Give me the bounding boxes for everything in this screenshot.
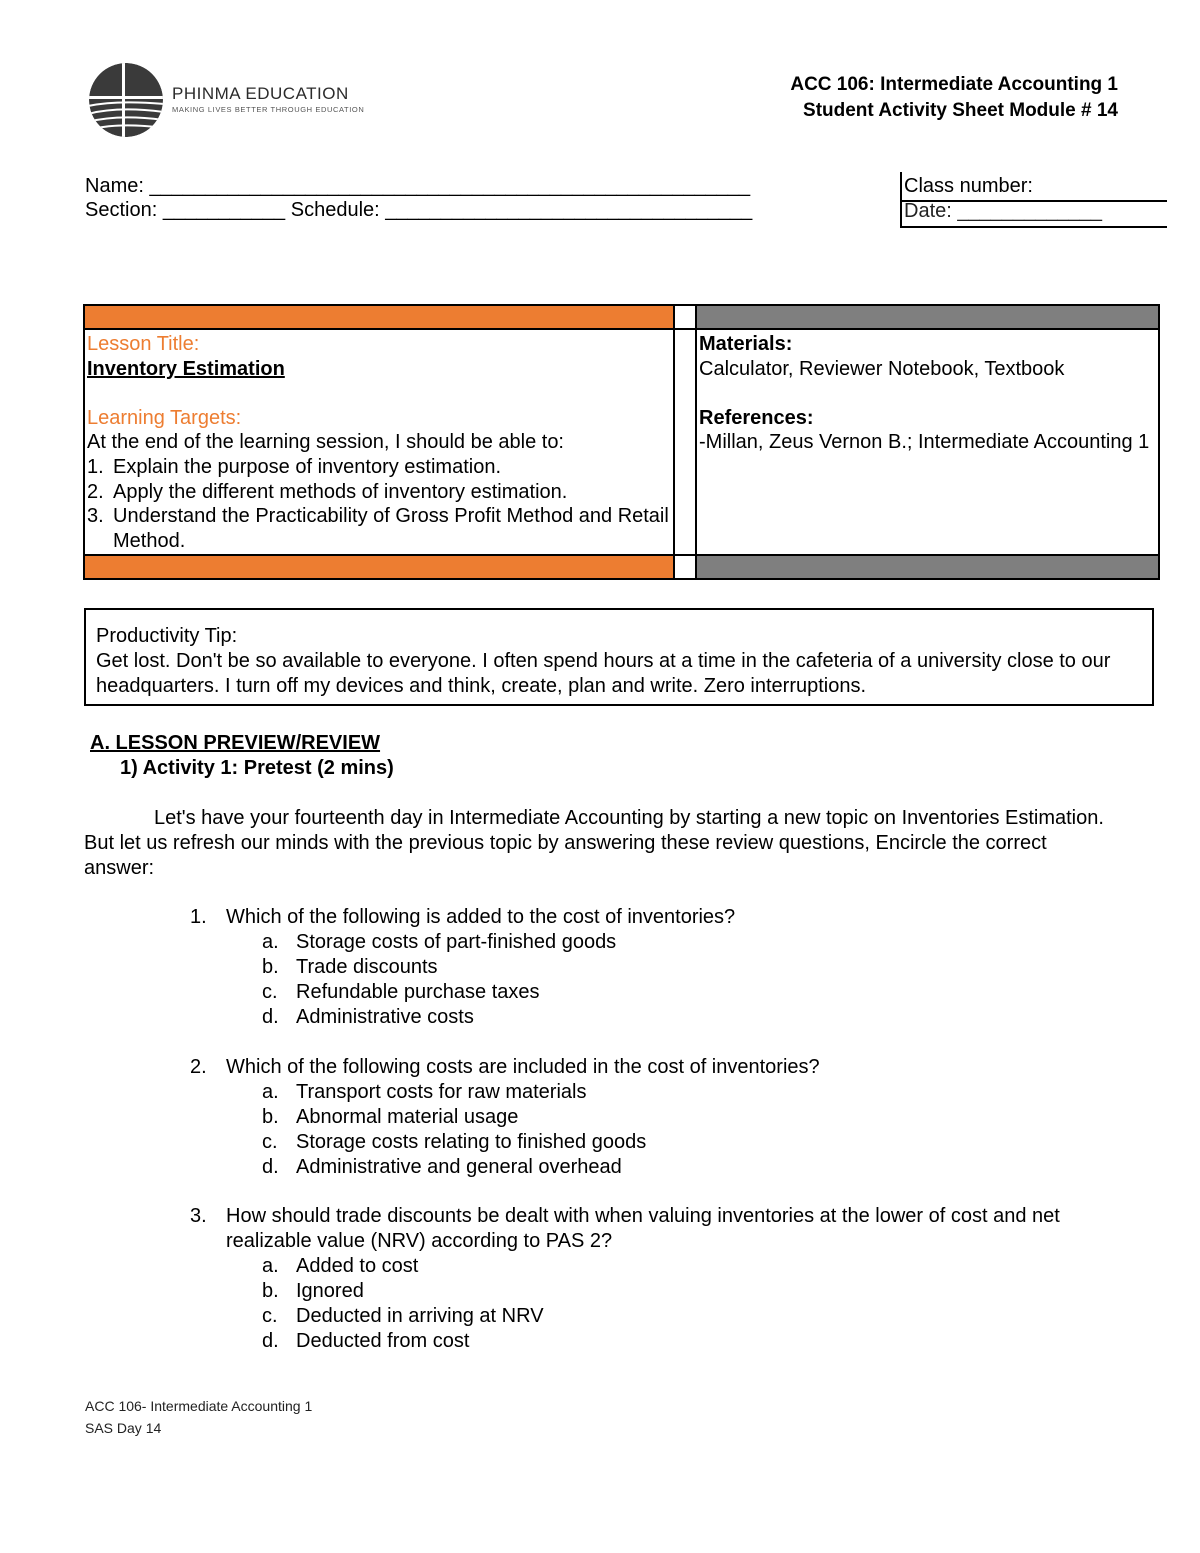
orange-header-bar [84, 305, 674, 329]
answer-option[interactable]: a. Transport costs for raw materials [262, 1081, 587, 1103]
grey-header-bar [696, 305, 1159, 329]
lesson-title: Inventory Estimation [87, 357, 285, 380]
spacer-cell [674, 555, 696, 579]
question-number: 1. [190, 906, 207, 928]
references-label: References: [699, 406, 814, 429]
productivity-tip-box [84, 608, 1154, 706]
target-item: 3. Understand the Practicability of Gross Profit Method and Retail Method. [87, 505, 669, 552]
materials-text: Calculator, Reviewer Notebook, Textbook [699, 357, 1065, 380]
class-date-box [900, 172, 1167, 228]
course-title: ACC 106: Intermediate Accounting 1 [790, 74, 1118, 95]
spacer-cell [674, 305, 696, 329]
answer-option[interactable]: c. Storage costs relating to finished goods [262, 1131, 647, 1153]
logo-brand-text: PHINMA EDUCATION [172, 84, 349, 103]
target-item: 1. Explain the purpose of inventory estimation. [87, 455, 501, 478]
activity-intro: Let's have your fourteenth day in Intermediate Accounting by starting a new topic on Inventories Estimation. But let us refresh our minds with the previous topic by answering these review questions, Encircle the correct answer: [84, 807, 1104, 879]
answer-option[interactable]: c. Refundable purchase taxes [262, 981, 540, 1003]
learning-targets-intro: At the end of the learning session, I should be able to: [87, 431, 564, 454]
learning-targets-label: Learning Targets: [87, 406, 242, 429]
section-a-title: A. LESSON PREVIEW/REVIEW [90, 732, 381, 754]
name-field[interactable]: Name: ______________________________________________________ [85, 175, 751, 197]
question-text: How should trade discounts be dealt with when valuing inventories at the lower of cost and net realizable value (NRV) according to PAS 2? [226, 1205, 1060, 1252]
spacer-cell [674, 329, 696, 555]
logo-tagline: MAKING LIVES BETTER THROUGH EDUCATION [172, 105, 365, 114]
materials-cell [696, 329, 1159, 555]
footer-course: ACC 106- Intermediate Accounting 1 [85, 1398, 313, 1414]
footer-sas-day: SAS Day 14 [85, 1420, 162, 1436]
section-schedule-field[interactable]: Section: ___________ Schedule: _________________________________ [85, 199, 753, 221]
answer-option[interactable]: b. Trade discounts [262, 956, 438, 978]
answer-option[interactable]: a. Added to cost [262, 1255, 419, 1277]
grey-footer-bar [696, 555, 1159, 579]
target-item: 2. Apply the different methods of inventory estimation. [87, 480, 568, 503]
tip-text: Get lost. Don't be so available to everyone. I often spend hours at a time in the cafeteria of a university close to our headquarters. I turn off my devices and think, create, plan and write. Zero interruptions. [96, 650, 1111, 697]
lesson-title-label: Lesson Title: [87, 333, 200, 355]
question-1 [190, 905, 1110, 1030]
answer-option[interactable]: b. Ignored [262, 1280, 364, 1302]
class-number-field[interactable]: Class number: [902, 175, 1167, 202]
activity-1-title: 1) Activity 1: Pretest (2 mins) [120, 757, 394, 779]
references-text: -Millan, Zeus Vernon B.; Intermediate Accounting 1 [699, 431, 1150, 454]
answer-option[interactable]: b. Abnormal material usage [262, 1106, 519, 1128]
question-text: Which of the following costs are included in the cost of inventories? [226, 1056, 820, 1078]
answer-option[interactable]: d. Administrative and general overhead [262, 1156, 622, 1178]
answer-option[interactable]: d. Deducted from cost [262, 1330, 470, 1352]
date-field[interactable]: Date: _____________ [904, 200, 1102, 222]
answer-option[interactable]: d. Administrative costs [262, 1006, 474, 1028]
lesson-info-cell [84, 329, 674, 555]
answer-option[interactable]: a. Storage costs of part-finished goods [262, 931, 617, 953]
sheet-title: Student Activity Sheet Module # 14 [803, 100, 1118, 121]
question-number: 2. [190, 1056, 207, 1078]
answer-option[interactable]: c. Deducted in arriving at NRV [262, 1305, 544, 1327]
question-2 [190, 1055, 1110, 1180]
lesson-table [83, 304, 1160, 580]
question-number: 3. [190, 1205, 207, 1227]
question-3 [190, 1204, 1110, 1354]
question-text: Which of the following is added to the cost of inventories? [226, 906, 736, 928]
orange-footer-bar [84, 555, 674, 579]
materials-label: Materials: [699, 333, 793, 355]
tip-label: Productivity Tip: [96, 625, 238, 647]
